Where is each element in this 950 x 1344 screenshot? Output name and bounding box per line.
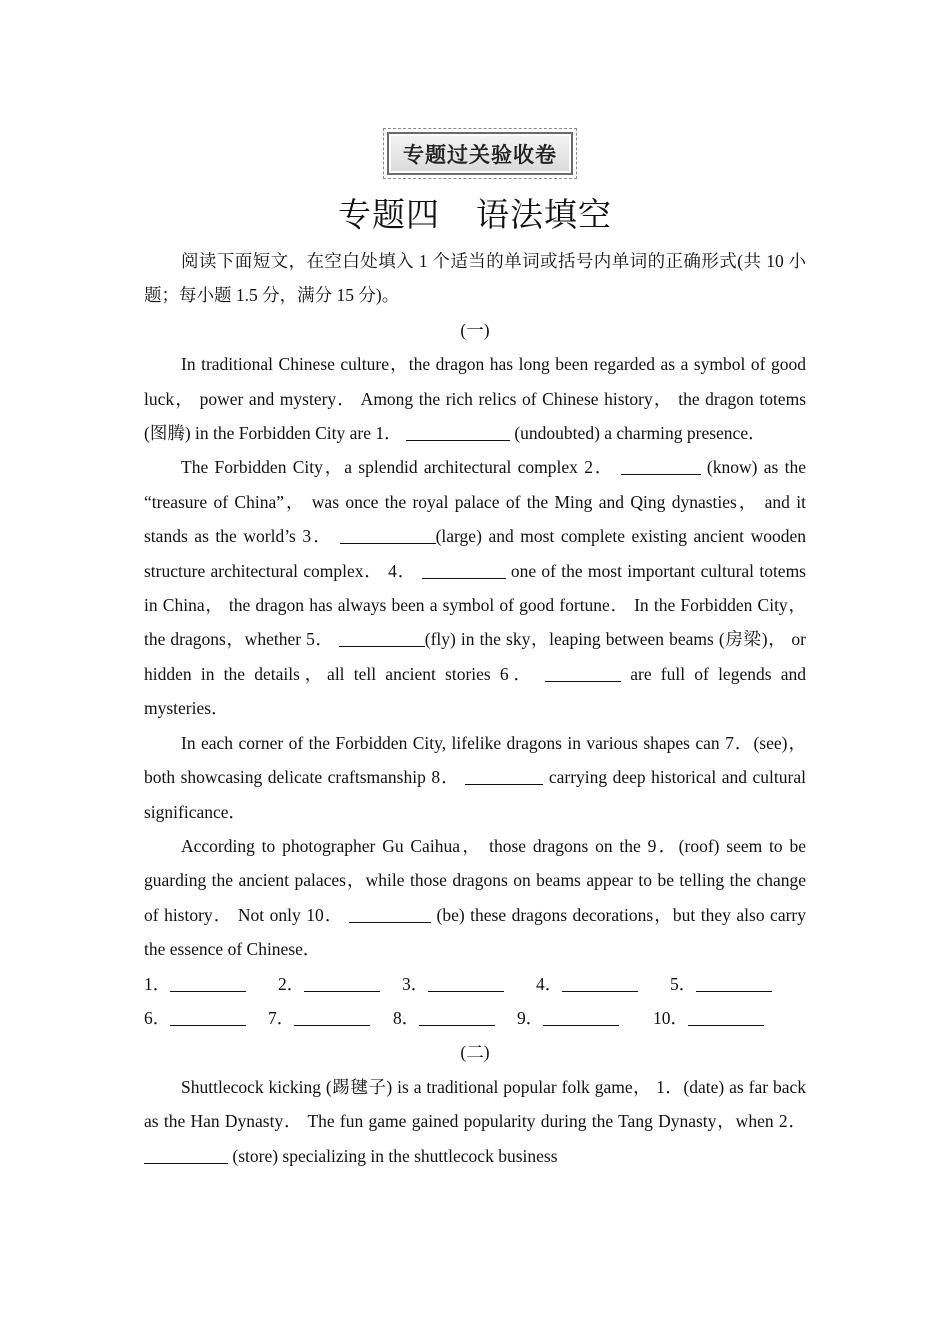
answer-slot[interactable]: 5． (670, 967, 772, 1001)
page-title (144, 189, 806, 236)
answer-row-2 (144, 1001, 806, 1035)
answer-blank[interactable] (465, 766, 543, 785)
badge-label: 专题过关验收卷 (387, 132, 573, 175)
answer-blank[interactable] (144, 1145, 228, 1164)
answer-slot[interactable]: 6． (144, 1001, 268, 1035)
section-label-2: (二) (460, 1042, 490, 1063)
answer-slot[interactable]: 4． (536, 967, 670, 1001)
title-topic: 专题四 (338, 195, 440, 234)
badge-container (144, 128, 806, 179)
answer-slot[interactable]: 10． (653, 1001, 764, 1035)
document-page (144, 128, 806, 1173)
section-badge (383, 128, 577, 179)
answer-slot[interactable]: 8． (393, 1001, 517, 1035)
answer-blank[interactable] (406, 422, 510, 441)
passage-2-paragraph-1: Shuttlecock kicking (踢毽子) is a traditional popular folk game， 1．(date) as far back as the Han Dynasty． The fun game gained popularity during the Tang Dynasty，when 2． (store) specializing in the shuttlecock business (144, 1076, 806, 1166)
title-subject: 语法填空 (476, 195, 612, 234)
answer-blank[interactable] (621, 456, 701, 475)
answer-slot[interactable]: 2． (278, 967, 402, 1001)
answer-slot[interactable]: 7． (268, 1001, 393, 1035)
section-label-1: (一) (460, 319, 490, 340)
passage-1-paragraph-1: In traditional Chinese culture，the dragon has long been regarded as a symbol of good luck， power and mystery． Among the rich relics of Chinese history， the dragon totems (图腾) in the Forbidden City are 1． (undoubted) a charming presence． (144, 354, 806, 444)
answer-slot[interactable]: 3． (402, 967, 536, 1001)
answer-blank[interactable] (349, 904, 431, 923)
answer-slot[interactable]: 9． (517, 1001, 653, 1035)
passage-1-paragraph-2: The Forbidden City，a splendid architectural complex 2． (know) as the “treasure of China”， was once the royal palace of the Ming and Qing dynasties， and it stands as the world’s 3． (large) and most complete existing ancient wooden structure architectural complex． 4． one of the most important cultural totems in China， the dragon has always been a symbol of good fortune． In the Forbidden City，the dragons，whether 5． (fly) in the sky，leaping between beams (房梁)， or hidden in the details，all tell ancient stories 6． are full of legends and mysteries． (144, 457, 807, 719)
answer-slot[interactable]: 1． (144, 967, 278, 1001)
passage-1-paragraph-4: According to photographer Gu Caihua， those dragons on the 9．(roof) seem to be guarding the ancient palaces，while those dragons on beams appear to be telling the change of history． Not only 10． (be) these dragons decorations，but they also carry the essence of Chinese． (144, 835, 806, 960)
passage-1-paragraph-3: In each corner of the Forbidden City, lifelike dragons in various shapes can 7．(see)，both showcasing delicate craftsmanship 8． carrying deep historical and cultural significance． (144, 732, 806, 822)
answer-blank[interactable] (339, 628, 425, 647)
answer-blank[interactable] (545, 663, 621, 682)
answer-blank[interactable] (340, 525, 436, 544)
answer-blank[interactable] (422, 560, 506, 579)
instructions: 阅读下面短文，在空白处填入 1 个适当的单词或括号内单词的正确形式(共 10 小题；每小题 1.5 分，满分 15 分)。 (144, 251, 806, 306)
answer-row-1 (144, 967, 806, 1001)
